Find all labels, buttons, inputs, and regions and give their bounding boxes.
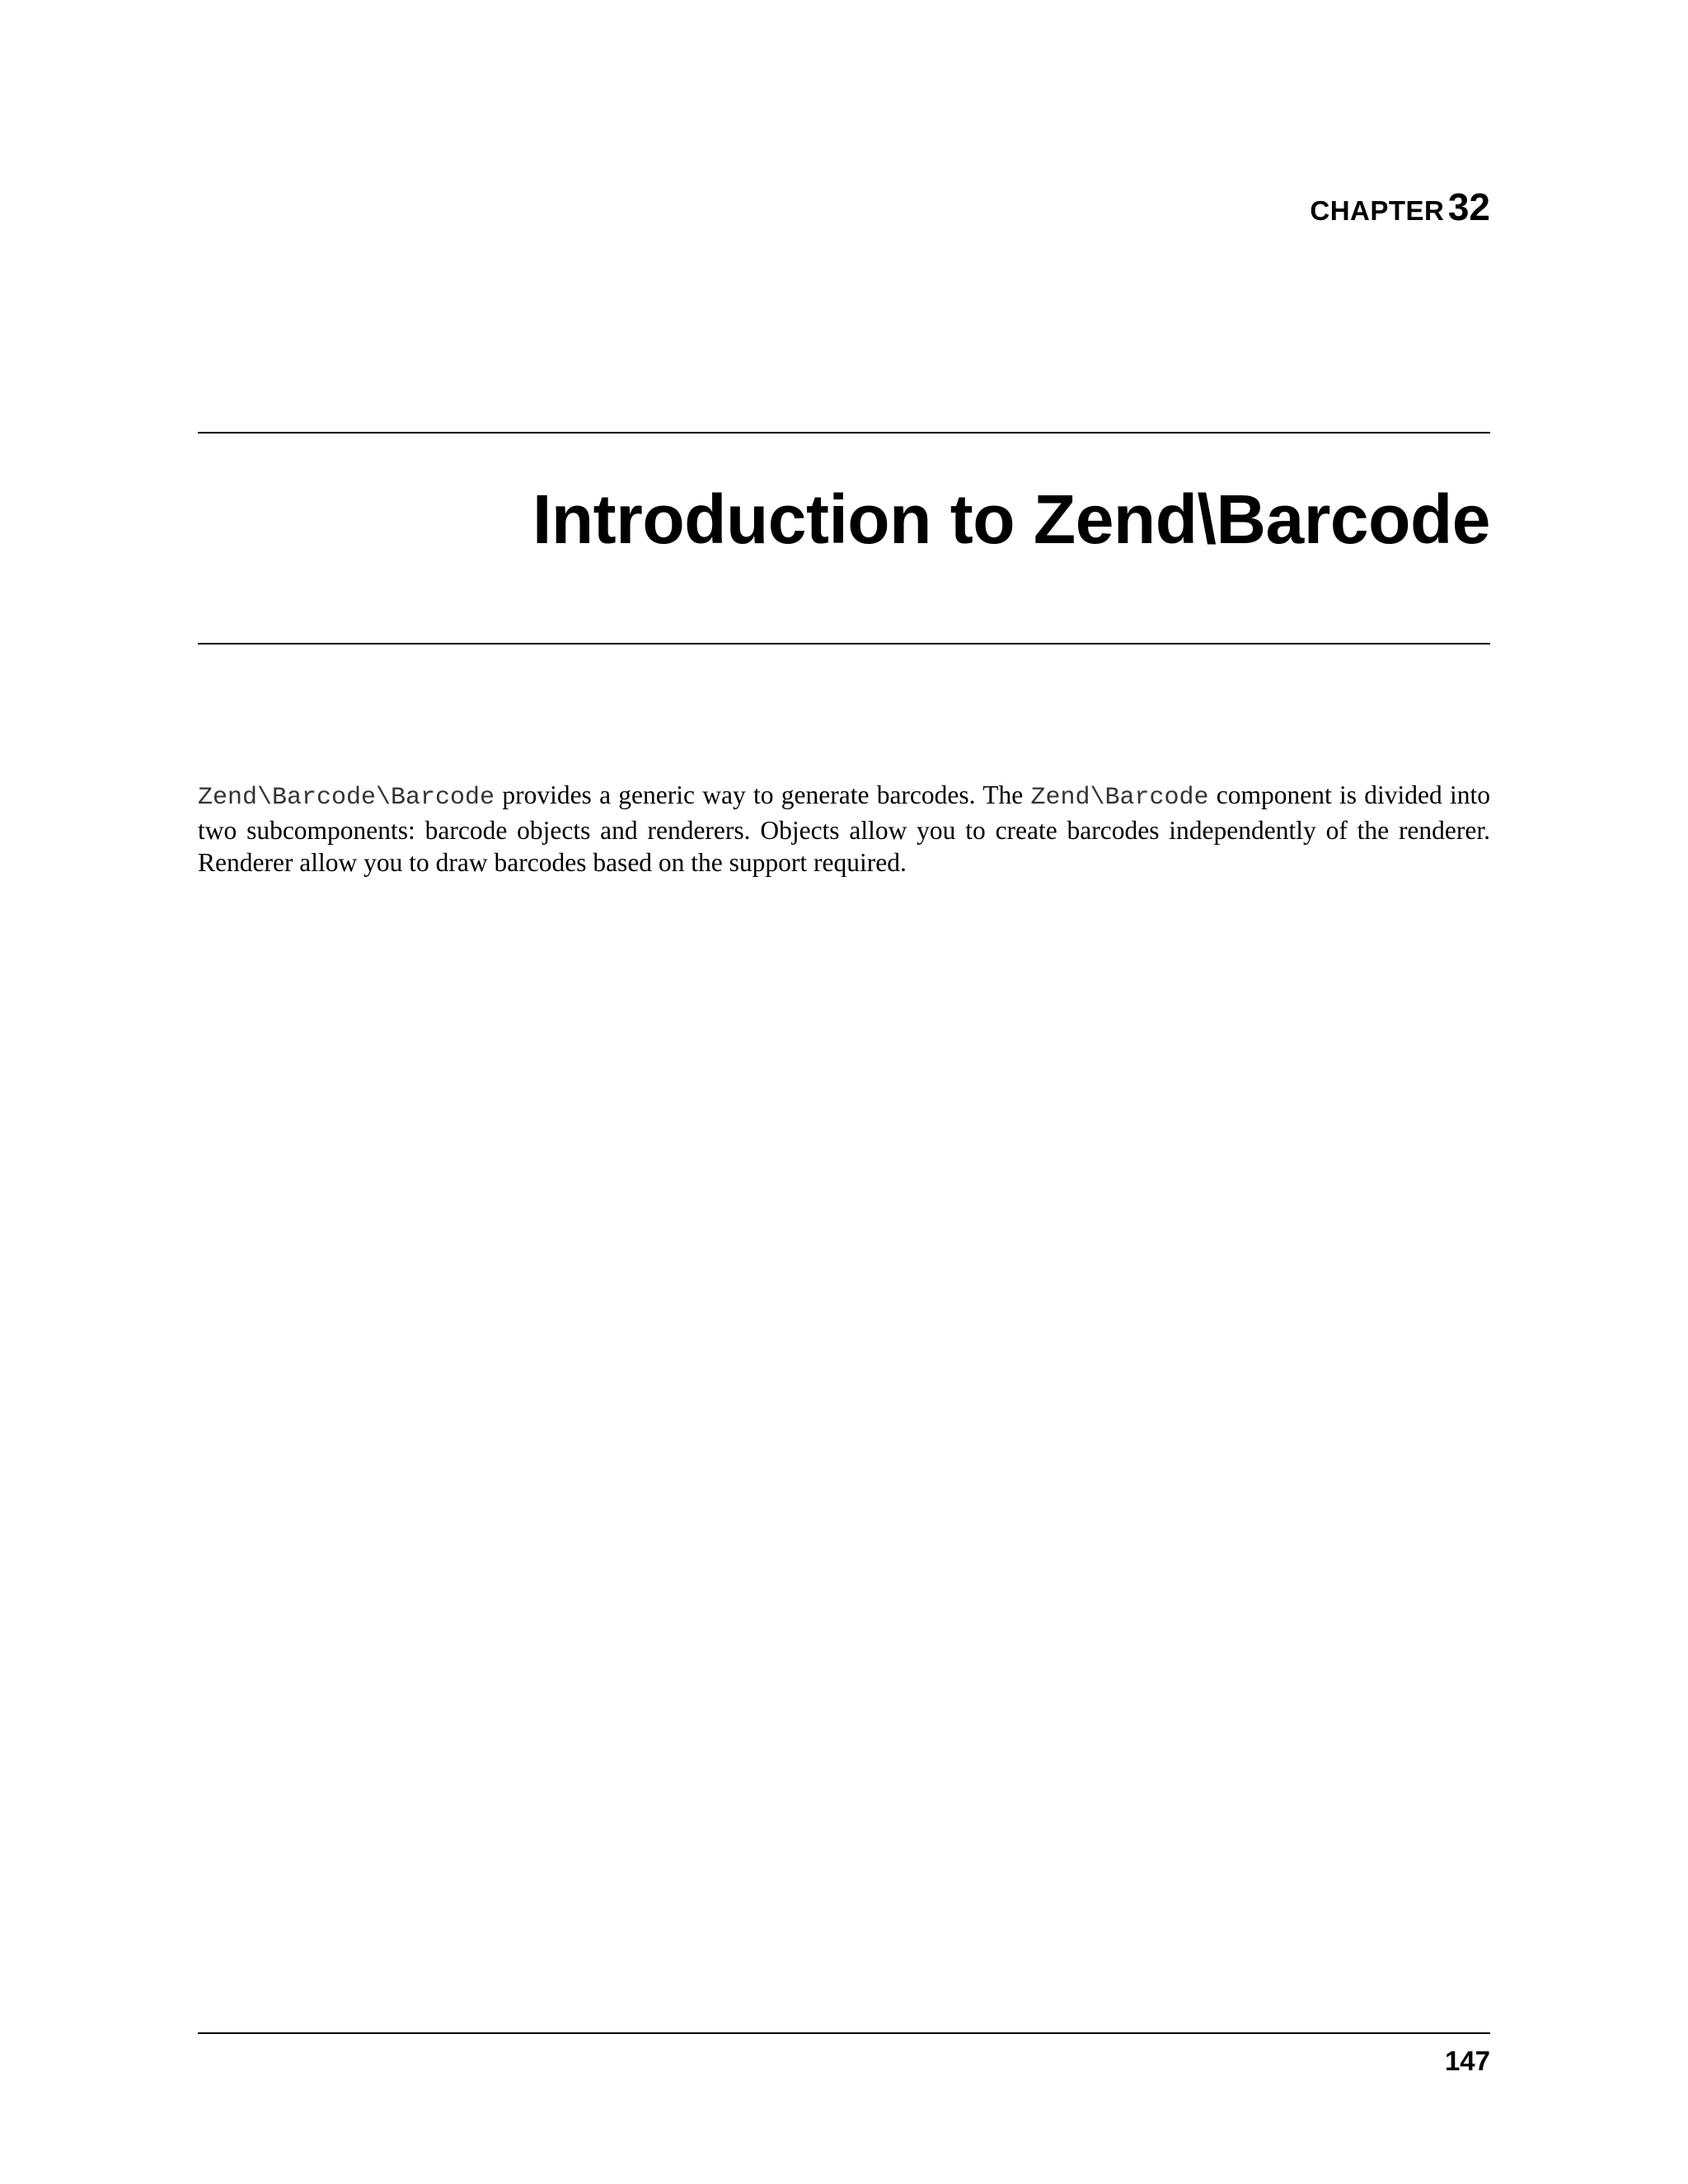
chapter-word: CHAPTER	[1310, 195, 1445, 226]
chapter-number: 32	[1447, 185, 1490, 228]
inline-code-barcode-class: Zend\Barcode\Barcode	[198, 784, 495, 812]
intro-text-2: component is divided into two subcomponents: barcode objects and renderers. Objects allow you to create barcodes independently of the renderer. Renderer allow you to draw barcodes based on the support required.	[198, 780, 1490, 877]
title-top-rule	[198, 432, 1490, 434]
chapter-label	[1310, 185, 1490, 228]
page-number: 147	[1444, 2046, 1490, 2076]
inline-code-barcode-component: Zend\Barcode	[1030, 784, 1209, 812]
footer-rule	[198, 2032, 1490, 2034]
chapter-title: Introduction to Zend\Barcode	[532, 480, 1490, 558]
intro-text-1: provides a generic way to generate barcodes. The	[495, 780, 1031, 809]
intro-paragraph	[198, 779, 1490, 879]
title-bottom-rule	[198, 643, 1490, 644]
